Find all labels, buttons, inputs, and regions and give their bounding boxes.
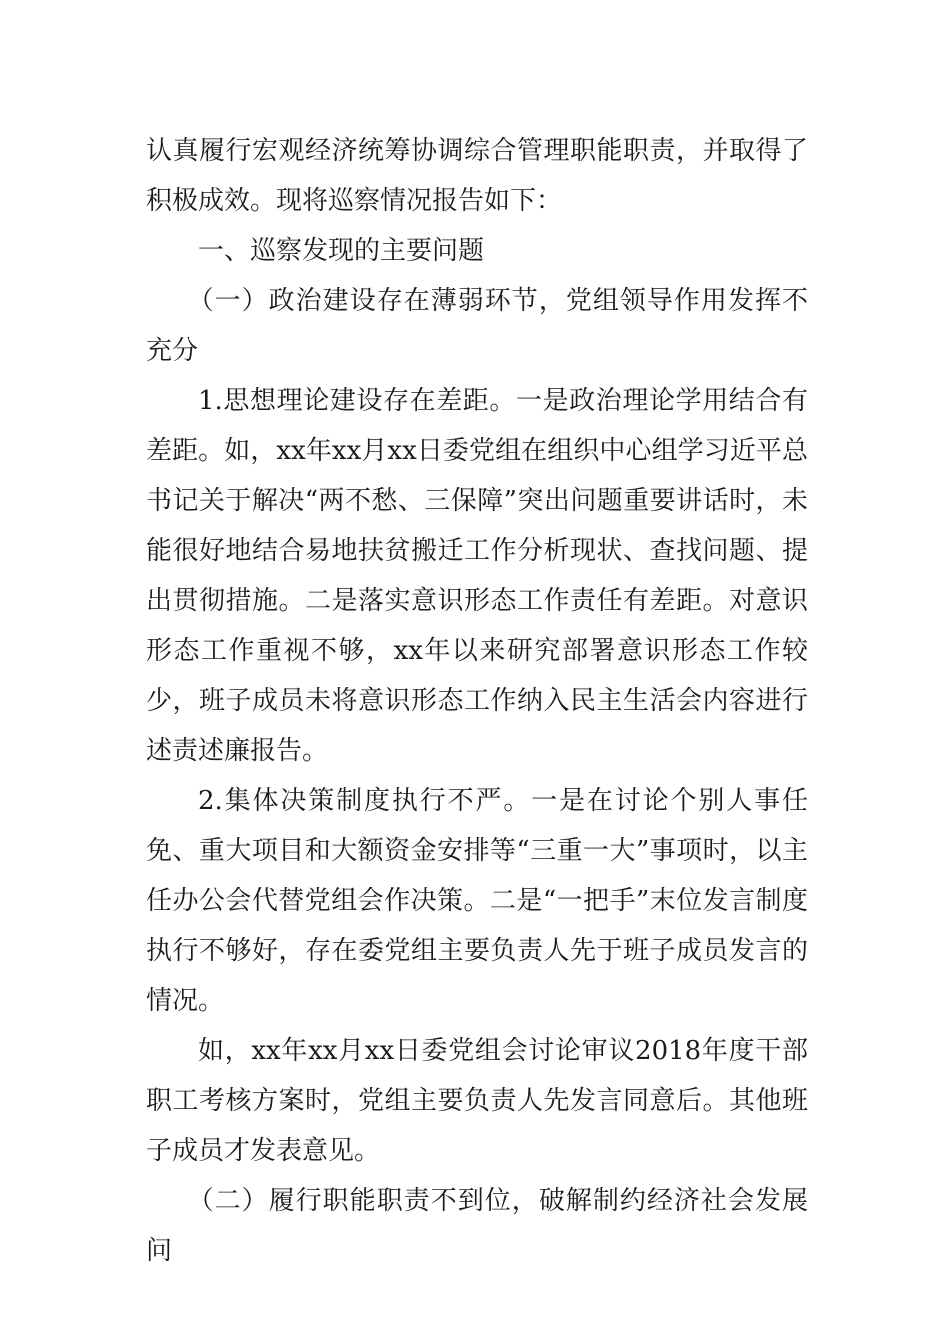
subsection-heading-2: （二）履行职能职责不到位，破解制约经济社会发展问 [146, 1186, 808, 1266]
intro-paragraph: 认真履行宏观经济统筹协调综合管理职能职责，并取得了积极成效。现将巡察情况报告如下： [146, 136, 808, 216]
document-body [146, 126, 808, 1276]
body-paragraph-1: 1.思想理论建设存在差距。一是政治理论学用结合有差距。如，xx年xx月xx日委党组在组织中心组学习近平总书记关于解决“两不愁、三保障”突出问题重要讲话时，未能很好地结合易地扶贫搬迁工作分析现状、查找问题、提出贯彻措施。二是落实意识形态工作责任有差距。对意识形态工作重视不够，xx年以来研究部署意识形态工作较少，班子成员未将意识形态工作纳入民主生活会内容进行述责述廉报告。 [146, 386, 808, 766]
section-heading: 一、巡察发现的主要问题 [198, 236, 485, 266]
body-paragraph-2: 2.集体决策制度执行不严。一是在讨论个别人事任免、重大项目和大额资金安排等“三重一大”事项时，以主任办公会代替党组会作决策。二是“一把手”末位发言制度执行不够好，存在委党组主要负责人先于班子成员发言的情况。 [146, 786, 808, 1016]
subsection-heading-1: （一）政治建设存在薄弱环节，党组领导作用发挥不充分 [146, 286, 808, 366]
body-paragraph-3: 如，xx年xx月xx日委党组会讨论审议2018年度干部职工考核方案时，党组主要负责人先发言同意后。其他班子成员才发表意见。 [146, 1036, 808, 1166]
